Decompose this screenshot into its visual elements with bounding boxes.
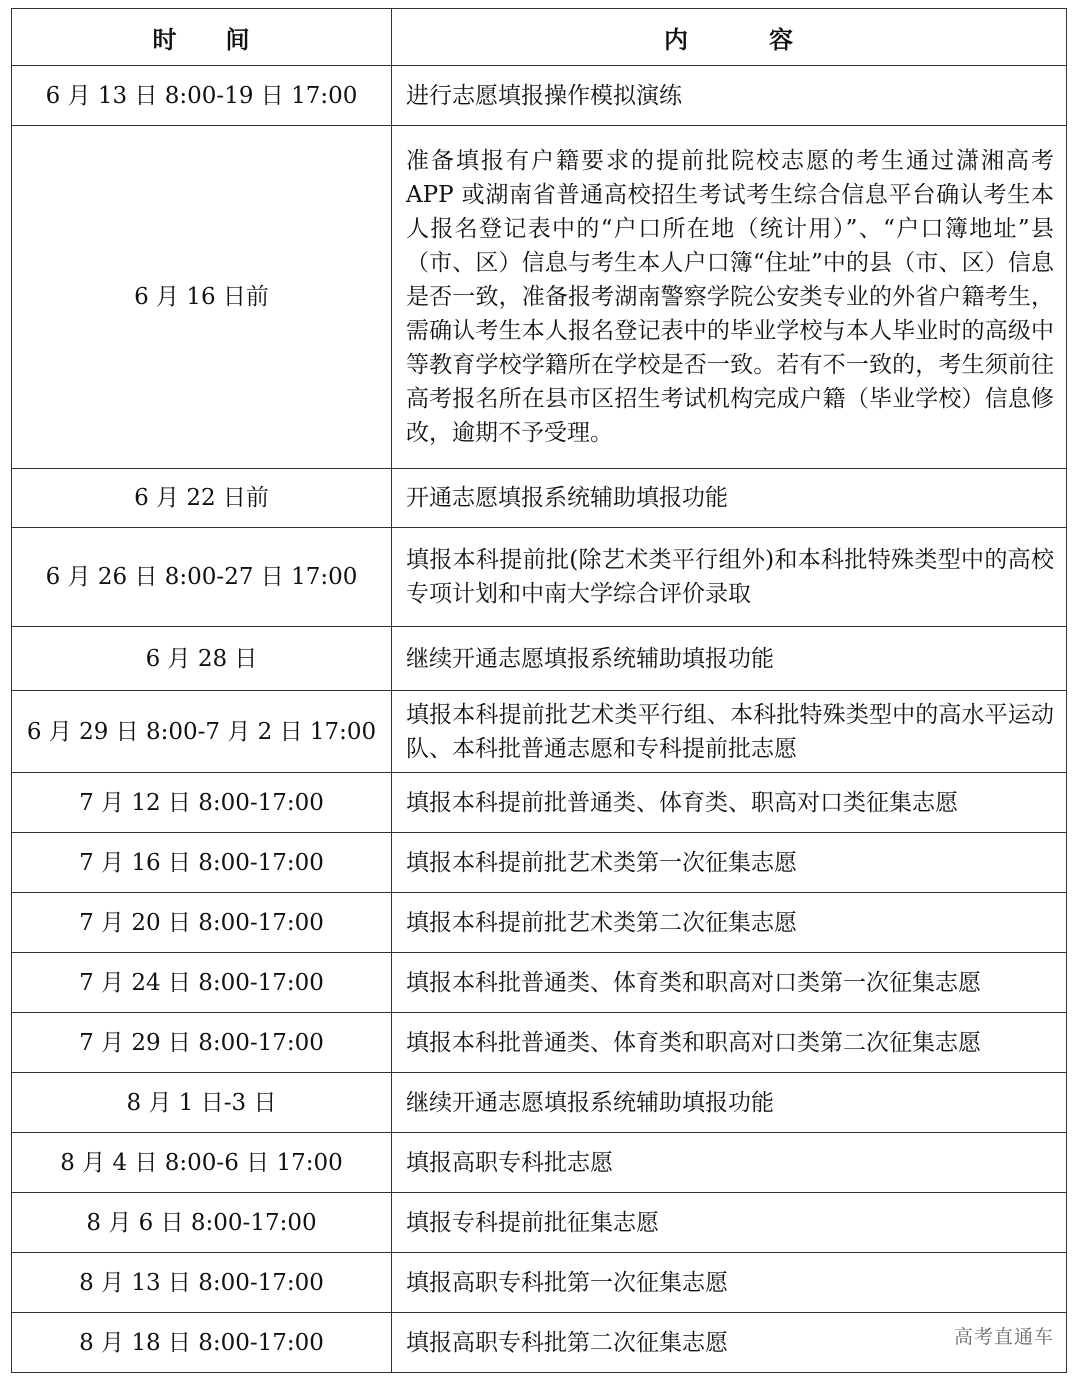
content-cell: 填报高职专科批第一次征集志愿 [392,1253,1067,1313]
time-cell: 6 月 26 日 8:00-27 日 17:00 [12,528,392,627]
table-header [12,9,1067,66]
time-cell: 6 月 28 日 [12,627,392,691]
content-cell: 填报本科提前批艺术类平行组、本科批特殊类型中的高水平运动队、本科批普通志愿和专科提前批志愿 [392,691,1067,773]
time-column-header [12,9,392,66]
content-cell: 填报本科批普通类、体育类和职高对口类第二次征集志愿 [392,1013,1067,1073]
table-row [12,953,1067,1013]
content-header-char-2: 容 [769,24,794,54]
time-cell: 7 月 29 日 8:00-17:00 [12,1013,392,1073]
table-row [12,528,1067,627]
content-cell: 填报本科提前批(除艺术类平行组外)和本科批特殊类型中的高校专项计划和中南大学综合评价录取 [392,528,1067,627]
table-row [12,1253,1067,1313]
table-row [12,1073,1067,1133]
content-cell: 继续开通志愿填报系统辅助填报功能 [392,1073,1067,1133]
table-row [12,833,1067,893]
content-cell: 填报高职专科批志愿 [392,1133,1067,1193]
watermark-text: 高考直通车 [953,1326,1054,1348]
table-row [12,1013,1067,1073]
content-cell: 填报专科提前批征集志愿 [392,1193,1067,1253]
table-row [12,126,1067,469]
content-cell: 填报本科提前批普通类、体育类、职高对口类征集志愿 [392,773,1067,833]
content-header-char-1: 内 [664,24,689,54]
table-row [12,627,1067,691]
time-cell: 7 月 16 日 8:00-17:00 [12,833,392,893]
table-row [12,66,1067,126]
content-cell: 填报高职专科批第二次征集志愿 [392,1313,1067,1373]
time-header-char-2: 间 [225,24,251,54]
header-row [12,9,1067,66]
time-header-char-1: 时 [152,24,178,54]
time-cell: 7 月 20 日 8:00-17:00 [12,893,392,953]
content-cell: 填报本科提前批艺术类第二次征集志愿 [392,893,1067,953]
time-cell: 8 月 1 日-3 日 [12,1073,392,1133]
time-cell: 6 月 22 日前 [12,469,392,528]
content-cell: 填报本科提前批艺术类第一次征集志愿 [392,833,1067,893]
table-row [12,1193,1067,1253]
time-cell: 8 月 13 日 8:00-17:00 [12,1253,392,1313]
content-cell: 开通志愿填报系统辅助填报功能 [392,469,1067,528]
time-cell: 8 月 6 日 8:00-17:00 [12,1193,392,1253]
time-cell: 7 月 12 日 8:00-17:00 [12,773,392,833]
table-row [12,1313,1067,1373]
time-cell: 6 月 16 日前 [12,126,392,469]
time-cell: 7 月 24 日 8:00-17:00 [12,953,392,1013]
time-cell: 6 月 13 日 8:00-19 日 17:00 [12,66,392,126]
time-cell: 8 月 18 日 8:00-17:00 [12,1313,392,1373]
table-body [12,66,1067,1373]
content-column-header [392,9,1067,66]
table-row [12,1133,1067,1193]
content-cell: 准备填报有户籍要求的提前批院校志愿的考生通过潇湘高考 APP 或湖南省普通高校招生考试考生综合信息平台确认考生本人报名登记表中的“户口所在地（统计用）”、“户口簿地址”县（市、区）信息与考生本人户口簿“住址”中的县（市、区）信息是否一致，准备报考湖南警察学院公安类专业的外省户籍考生，需确认考生本人报名登记表中的毕业学校与本人毕业时的高级中等教育学校学籍所在学校是否一致。若有不一致的，考生须前往高考报名所在县市区招生考试机构完成户籍（毕业学校）信息修改，逾期不予受理。 [392,126,1067,469]
content-cell: 填报本科批普通类、体育类和职高对口类第一次征集志愿 [392,953,1067,1013]
table-row [12,691,1067,773]
table-row [12,469,1067,528]
content-cell: 进行志愿填报操作模拟演练 [392,66,1067,126]
content-cell: 继续开通志愿填报系统辅助填报功能 [392,627,1067,691]
time-cell: 6 月 29 日 8:00-7 月 2 日 17:00 [12,691,392,773]
table-row [12,893,1067,953]
table-row [12,773,1067,833]
time-cell: 8 月 4 日 8:00-6 日 17:00 [12,1133,392,1193]
schedule-table [11,8,1067,1373]
